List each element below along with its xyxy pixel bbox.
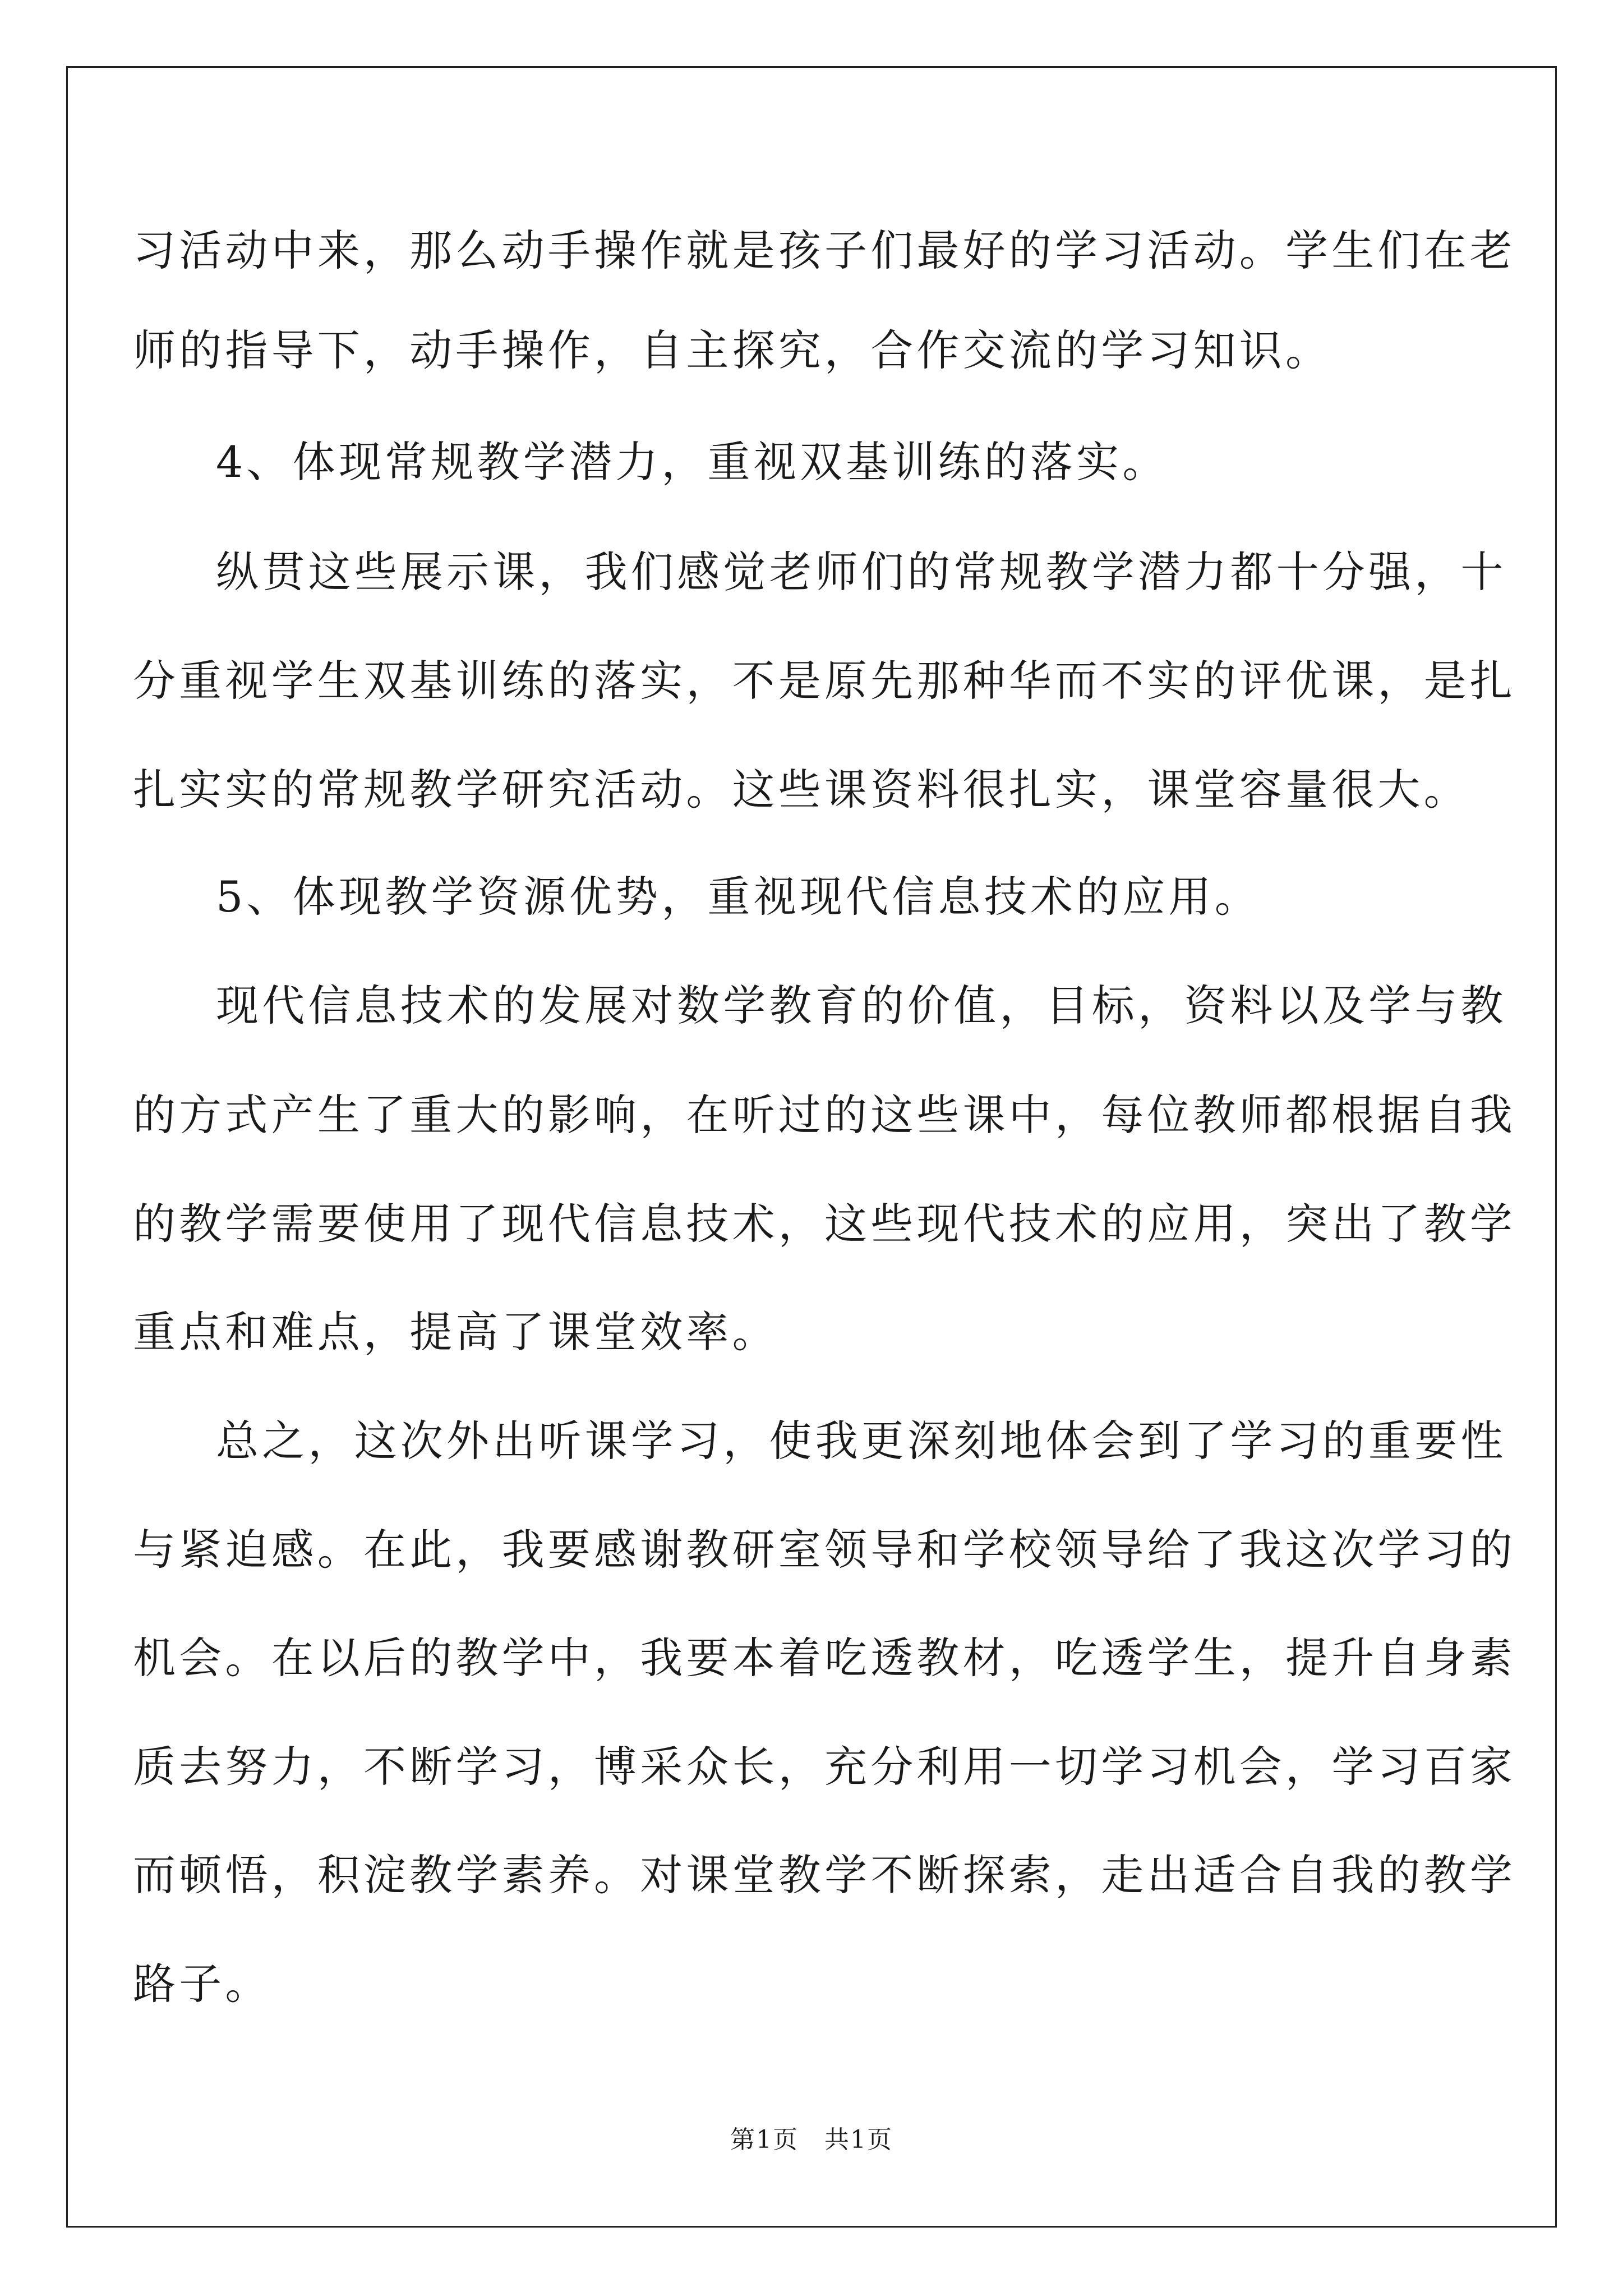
- page-number-footer: 第1页 共1页: [730, 2125, 893, 2154]
- text-line: 师的指导下，动手操作，自主探究，合作交流的学习知识。: [133, 325, 1332, 375]
- text-line: 习活动中来，那么动手操作就是孩子们最好的学习活动。学生们在老: [133, 226, 1516, 275]
- text-line: 分重视学生双基训练的落实，不是原先那种华而不实的评优课，是扎: [133, 656, 1516, 706]
- section-heading-4: 4、体现常规教学潜力，重视双基训练的落实。: [216, 437, 1169, 487]
- text-line: 而顿悟，积淀教学素养。对课堂教学不断探索，走出适合自我的教学: [133, 1850, 1516, 1900]
- text-line: 现代信息技术的发展对数学教育的价值，目标，资料以及学与教: [216, 981, 1507, 1030]
- section-heading-5: 5、体现教学资源优势，重视现代信息技术的应用。: [216, 872, 1261, 922]
- text-line: 路子。: [133, 1959, 271, 2009]
- text-line: 总之，这次外出听课学习，使我更深刻地体会到了学习的重要性: [216, 1416, 1507, 1466]
- text-line: 的教学需要使用了现代信息技术，这些现代技术的应用，突出了教学: [133, 1199, 1516, 1249]
- text-line: 质去努力，不断学习，博采众长，充分利用一切学习机会，学习百家: [133, 1742, 1516, 1792]
- text-line: 扎实实的常规教学研究活动。这些课资料很扎实，课堂容量很大。: [133, 765, 1470, 815]
- text-line: 与紧迫感。在此，我要感谢教研室领导和学校领导给了我这次学习的: [133, 1525, 1516, 1575]
- text-line: 的方式产生了重大的影响，在听过的这些课中，每位教师都根据自我: [133, 1090, 1516, 1140]
- text-line: 纵贯这些展示课，我们感觉老师们的常规教学潜力都十分强，十: [216, 547, 1507, 597]
- text-line: 重点和难点，提高了课堂效率。: [133, 1307, 778, 1357]
- text-line: 机会。在以后的教学中，我要本着吃透教材，吃透学生，提升自身素: [133, 1633, 1516, 1683]
